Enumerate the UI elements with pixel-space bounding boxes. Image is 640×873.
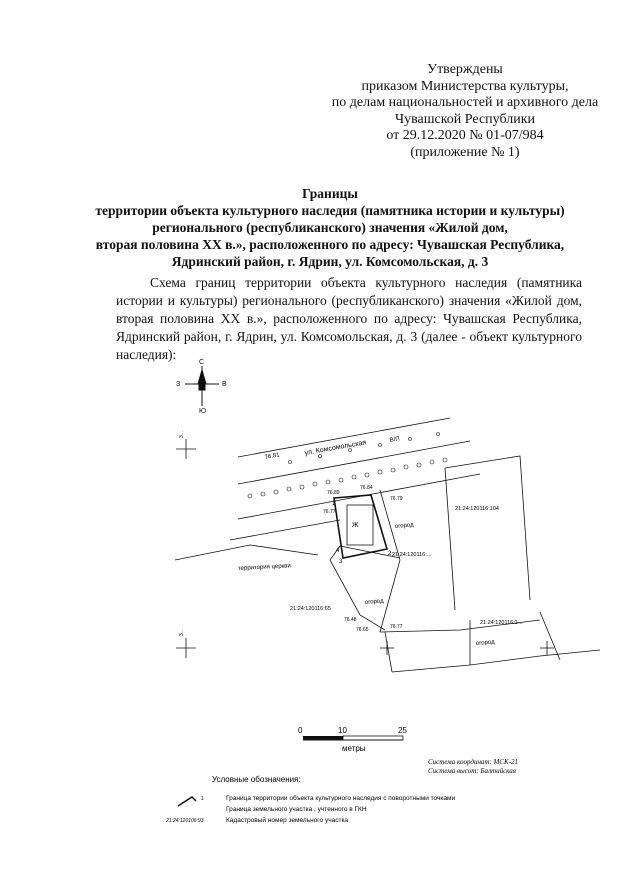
legend-text: Кадастровый номер земельного участка: [226, 817, 349, 824]
title-line: Границы: [302, 186, 358, 201]
parcel-number: 21:24:120116:...: [392, 552, 432, 558]
elevation: 76.77: [390, 624, 403, 630]
elevation: 76.77: [323, 509, 336, 515]
legend-marker: 1: [201, 796, 204, 802]
legend-boundary-symbol: [178, 797, 196, 806]
compass-north: С: [199, 359, 205, 366]
grid-label: 3...: [179, 431, 185, 438]
compass-west: З: [176, 381, 181, 388]
legend-title: Условные обозначения:: [212, 775, 301, 784]
compass-rose: [176, 359, 227, 415]
street-code: В/П: [389, 436, 401, 444]
elevation: 76.84: [360, 485, 373, 491]
title-line: Ядринский район, г. Ядрин, ул. Комсомольская, д. 3: [171, 254, 489, 269]
approval-line: от 29.12.2020 № 01-07/984: [386, 128, 544, 143]
elevation: 76.48: [344, 617, 357, 623]
scale-zero: 0: [298, 726, 303, 735]
scale-max: 25: [398, 726, 407, 735]
elevation: 76.89: [327, 490, 340, 496]
compass-south: Ю: [199, 408, 207, 415]
scale-ten: 10: [338, 726, 347, 735]
coord-system: Система координат: МСК-21: [428, 758, 519, 766]
garden-label: огород: [364, 598, 384, 606]
object-boundary: [334, 495, 387, 558]
grid-label: 3...: [179, 629, 185, 636]
parcel-number: 21:24:120116:104: [455, 506, 499, 512]
title-line: вторая половина XX в.», расположенного по адресу: Чувашская Республика,: [95, 237, 565, 252]
legend: [165, 775, 455, 824]
approval-line: Чувашской Республики: [394, 111, 536, 127]
height-system: Система высот: Балтийская: [428, 767, 517, 775]
point-label: 4: [336, 548, 340, 554]
scale-unit: метры: [342, 744, 366, 753]
parcel-number: 21:24:120116:1...: [480, 620, 523, 626]
territory-label: территория церкви: [237, 563, 291, 572]
street-name: ул. Комсомольская: [304, 439, 367, 457]
garden-label: огород: [475, 639, 495, 647]
approval-line: приказом Министерства культуры,: [361, 78, 569, 94]
object-marker: Ж: [352, 522, 359, 529]
street-mark: 76.81: [264, 452, 281, 461]
legend-marker: 21:24:120106:93: [166, 818, 204, 824]
legend-text: Граница земельного участка , учтенного в ГКН: [226, 806, 367, 813]
intro-text: Схема границ территории объекта культурного наследия (памятника истории и культуры) регионального (республиканского) значения «Жилой дом, вторая половина XX в.», расположенного по адресу: Чувашская Республика, Ядринский район, г. Ядрин, ул. Комсомольская, д. 3 (далее - объект культурного наследия):: [116, 275, 582, 362]
title-line: территории объекта культурного наследия (памятника истории и культуры): [95, 203, 565, 218]
elevation: 76.79: [390, 496, 403, 502]
scale-bar: [298, 726, 407, 753]
elevation: 76.65: [356, 627, 369, 633]
approval-line: Утверждены: [427, 62, 503, 77]
compass-east: В: [222, 381, 227, 388]
parcel-number: 21:24:120116:65: [290, 606, 331, 612]
approval-line: по делам национальностей и архивного дела: [331, 95, 599, 110]
point-label: 1: [332, 501, 336, 507]
legend-text: Граница территории объекта культурного наследия с поворотными точками: [226, 795, 456, 802]
title-line: регионального (республиканского) значения «Жилой дом,: [152, 220, 508, 235]
point-label: 3: [339, 559, 343, 565]
garden-label: огород: [394, 522, 414, 530]
approval-line: (приложение № 1): [410, 144, 520, 160]
point-label: 2: [388, 551, 392, 557]
land-parcels: [175, 456, 600, 672]
